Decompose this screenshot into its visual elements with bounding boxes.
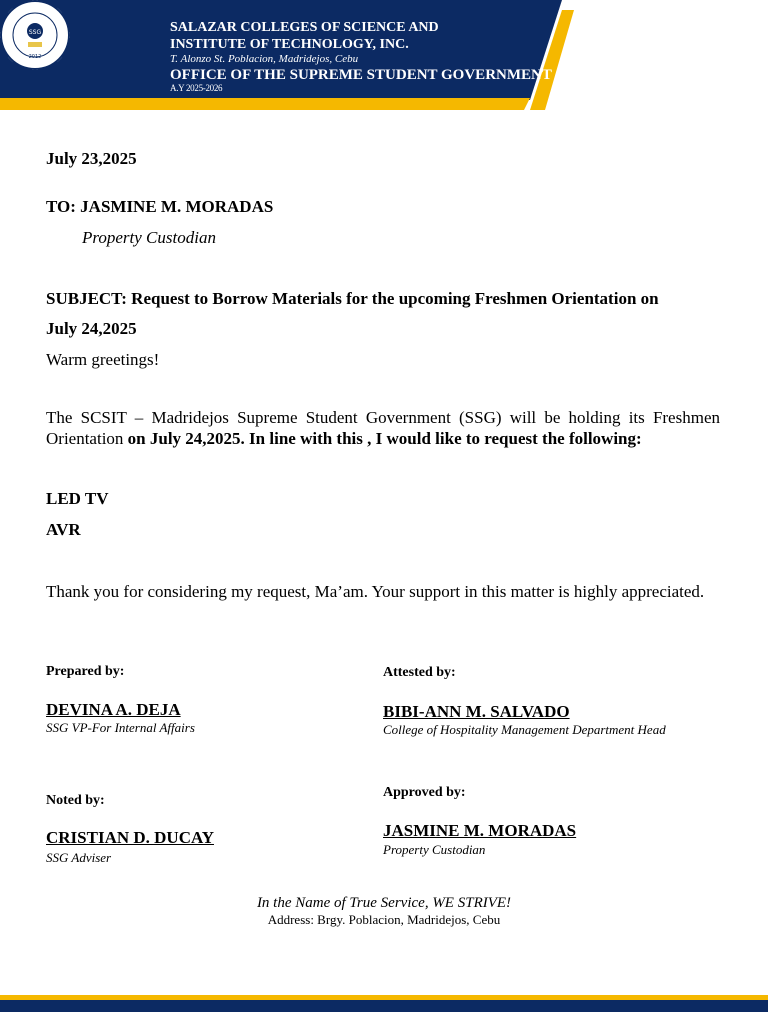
body-text-bold: on July 24,2025. In line with this , I would like to request the following:: [127, 429, 642, 448]
letterhead: [0, 0, 768, 110]
noted-by-name: CRISTIAN D. DUCAY: [46, 828, 214, 847]
approved-by-title: Property Custodian: [383, 842, 486, 857]
request-item: LED TV: [46, 489, 109, 508]
school-address: T. Alonzo St. Poblacion, Madridejos, Cebu: [170, 53, 359, 65]
noted-by-label: Noted by:: [46, 793, 105, 808]
footer-motto: In the Name of True Service, WE STRIVE!: [256, 895, 512, 911]
school-name-line2: INSTITUTE OF TECHNOLOGY, INC.: [170, 37, 409, 52]
footer-address: Address: Brgy. Poblacion, Madridejos, Cebu: [267, 912, 501, 927]
prepared-by-name: DEVINA A. DEJA: [46, 700, 181, 719]
school-name-line1: SALAZAR COLLEGES OF SCIENCE AND: [170, 20, 439, 35]
letter-date: July 23,2025: [46, 149, 137, 168]
ssg-seal-icon: [0, 0, 70, 70]
noted-by-title: SSG Adviser: [46, 850, 112, 865]
body-paragraph: [46, 407, 720, 449]
recipient-position: Property Custodian: [82, 228, 216, 247]
closing-paragraph: Thank you for considering my request, Ma’am. Your support in this matter is highly appreciated.: [46, 582, 705, 601]
seal-center-text: SSG: [28, 29, 42, 36]
academic-year: A.Y 2025-2026: [170, 83, 223, 93]
greeting: Warm greetings!: [46, 350, 160, 369]
seal-year-text: 2012: [28, 54, 42, 60]
recipient-name: TO: JASMINE M. MORADAS: [46, 197, 274, 216]
letterhead-background: [0, 0, 768, 110]
approved-by-name: JASMINE M. MORADAS: [383, 821, 577, 840]
office-name: OFFICE OF THE SUPREME STUDENT GOVERNMENT: [170, 67, 552, 83]
footer-navy-stripe: [0, 1000, 768, 1012]
attested-by-label: Attested by:: [383, 665, 456, 680]
prepared-by-title: SSG VP-For Internal Affairs: [46, 720, 195, 735]
subject-line1: SUBJECT: Request to Borrow Materials for the upcoming Freshmen Orientation on: [46, 289, 659, 308]
attested-by-name: BIBI-ANN M. SALVADO: [383, 702, 570, 721]
prepared-by-label: Prepared by:: [46, 664, 125, 679]
body-text: The SCSIT – Madridejos Supreme Student Government (SSG) will be holding its Freshmen Orientation: [46, 408, 720, 448]
subject-line2: July 24,2025: [46, 319, 137, 338]
attested-by-title: College of Hospitality Management Department Head: [383, 722, 666, 737]
request-item: AVR: [46, 520, 81, 539]
approved-by-label: Approved by:: [383, 785, 466, 800]
